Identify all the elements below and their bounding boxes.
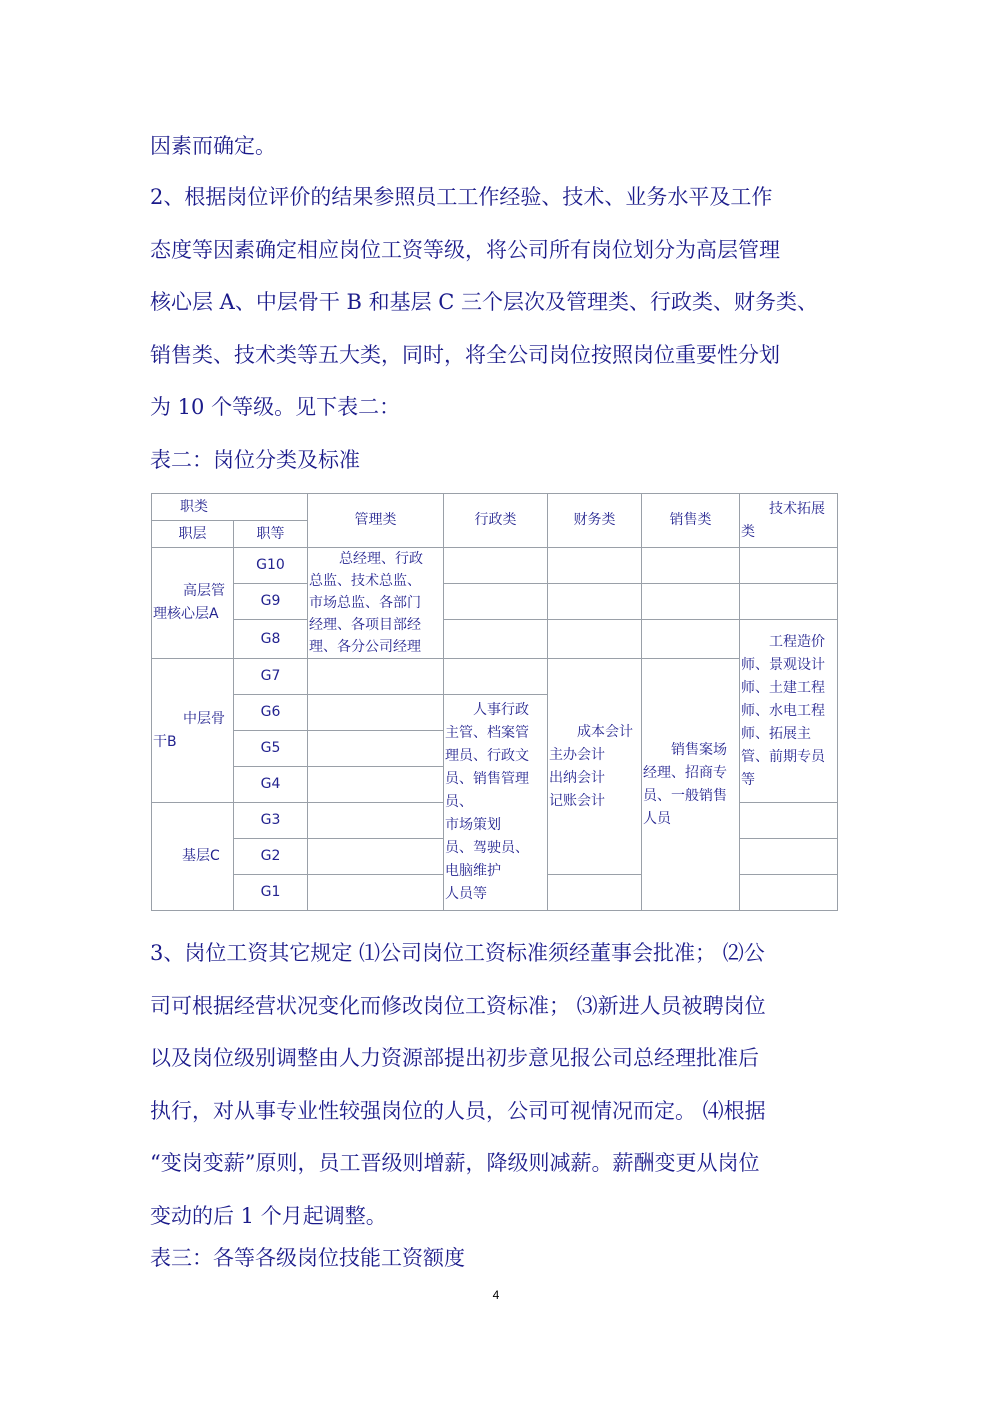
layer-c: 基层C xyxy=(152,803,234,911)
empty-cell xyxy=(444,548,548,584)
grade-cell: G6 xyxy=(234,695,308,731)
grade-cell: G7 xyxy=(234,659,308,695)
text-line: 执行，对从事专业性较强岗位的人员，公司可视情况而定。 ⑷根据 xyxy=(150,1098,766,1123)
xiaoshou-b-cell: 销售案场 经理、招商专 员、一般销售 人员 xyxy=(642,659,740,911)
empty-cell xyxy=(740,839,838,875)
header-xingzheng: 行政类 xyxy=(444,494,548,548)
text-line: 3、岗位工资其它规定 ⑴公司岗位工资标准须经董事会批准； ⑵公 xyxy=(150,941,765,965)
text-line: 态度等因素确定相应岗位工资等级，将公司所有岗位划分为高层管理 xyxy=(150,237,780,262)
grade-cell: G5 xyxy=(234,731,308,767)
text-line: 以及岗位级别调整由人力资源部提出初步意见报公司总经理批准后 xyxy=(150,1046,759,1070)
header-xiaoshou: 销售类 xyxy=(642,494,740,548)
empty-cell xyxy=(548,584,642,620)
xingzheng-bc-cell: 人事行政 主管、档案管 理员、行政文 员、销售管理 员、 市场策划 员、驾驶员、 电脑维护 人员等 xyxy=(444,695,548,911)
paragraph-1 xyxy=(150,120,850,173)
position-classification-table xyxy=(151,493,838,911)
empty-cell xyxy=(642,584,740,620)
caiwu-b-cell: 成本会计 主办会计 出纳会计 记账会计 xyxy=(548,659,642,875)
grade-cell: G9 xyxy=(234,584,308,620)
empty-cell xyxy=(642,620,740,659)
jishu-b-cell: 工程造价 师、景观设计 师、土建工程 师、水电工程 师、拓展主 管、前期专员 等 xyxy=(740,620,838,803)
empty-cell xyxy=(444,659,548,695)
empty-cell xyxy=(444,620,548,659)
empty-cell xyxy=(308,695,444,731)
guanli-a-cell: 总经理、行政 总监、技术总监、 市场总监、各部门 经理、各项目部经 理、各分公司经理 xyxy=(308,548,444,659)
empty-cell xyxy=(308,839,444,875)
table-3-caption: 表三：各等各级岗位技能工资额度 xyxy=(150,1246,465,1270)
header-zhideng: 职等 xyxy=(234,521,308,548)
grade-cell: G10 xyxy=(234,548,308,584)
empty-cell xyxy=(548,620,642,659)
empty-cell xyxy=(308,875,444,911)
text-line: 2、根据岗位评价的结果参照员工工作经验、技术、业务水平及工作 xyxy=(150,185,773,209)
empty-cell xyxy=(308,659,444,695)
empty-cell xyxy=(740,875,838,911)
grade-cell: G3 xyxy=(234,803,308,839)
text-line: 司可根据经营状况变化而修改岗位工资标准； ⑶新进人员被聘岗位 xyxy=(150,993,766,1018)
paragraph-2 xyxy=(150,171,850,434)
text-line: 销售类、技术类等五大类，同时，将全公司岗位按照岗位重要性分划 xyxy=(150,342,780,367)
grade-cell: G8 xyxy=(234,620,308,659)
header-caiwu: 财务类 xyxy=(548,494,642,548)
page-number: 4 xyxy=(492,1288,500,1302)
header-guanli: 管理类 xyxy=(308,494,444,548)
layer-b: 中层骨 干B xyxy=(152,659,234,803)
empty-cell xyxy=(548,875,642,911)
table-2-caption: 表二：岗位分类及标准 xyxy=(150,448,360,472)
grade-cell: G1 xyxy=(234,875,308,911)
text-line: 变动的后 1 个月起调整。 xyxy=(150,1203,387,1228)
empty-cell xyxy=(308,767,444,803)
empty-cell xyxy=(740,584,838,620)
text-line: 核心层 A、中层骨干 B 和基层 C 三个层次及管理类、行政类、财务类、 xyxy=(150,290,819,314)
empty-cell xyxy=(740,803,838,839)
grade-cell: G2 xyxy=(234,839,308,875)
empty-cell xyxy=(548,548,642,584)
header-zhilei: 职类 xyxy=(152,494,308,521)
empty-cell xyxy=(308,803,444,839)
empty-cell xyxy=(308,731,444,767)
empty-cell xyxy=(740,548,838,584)
layer-a: 高层管 理核心层A xyxy=(152,548,234,659)
header-jishu: 技术拓展 类 xyxy=(740,494,838,548)
text-line: “变岗变薪”原则，员工晋级则增薪，降级则减薪。薪酬变更从岗位 xyxy=(150,1151,760,1175)
empty-cell xyxy=(444,584,548,620)
paragraph-3 xyxy=(150,927,850,1242)
text-line: 因素而确定。 xyxy=(150,134,276,158)
empty-cell xyxy=(642,548,740,584)
grade-cell: G4 xyxy=(234,767,308,803)
text-line: 为 10 个等级。见下表二： xyxy=(150,395,401,419)
header-zhiceng: 职层 xyxy=(152,521,234,548)
